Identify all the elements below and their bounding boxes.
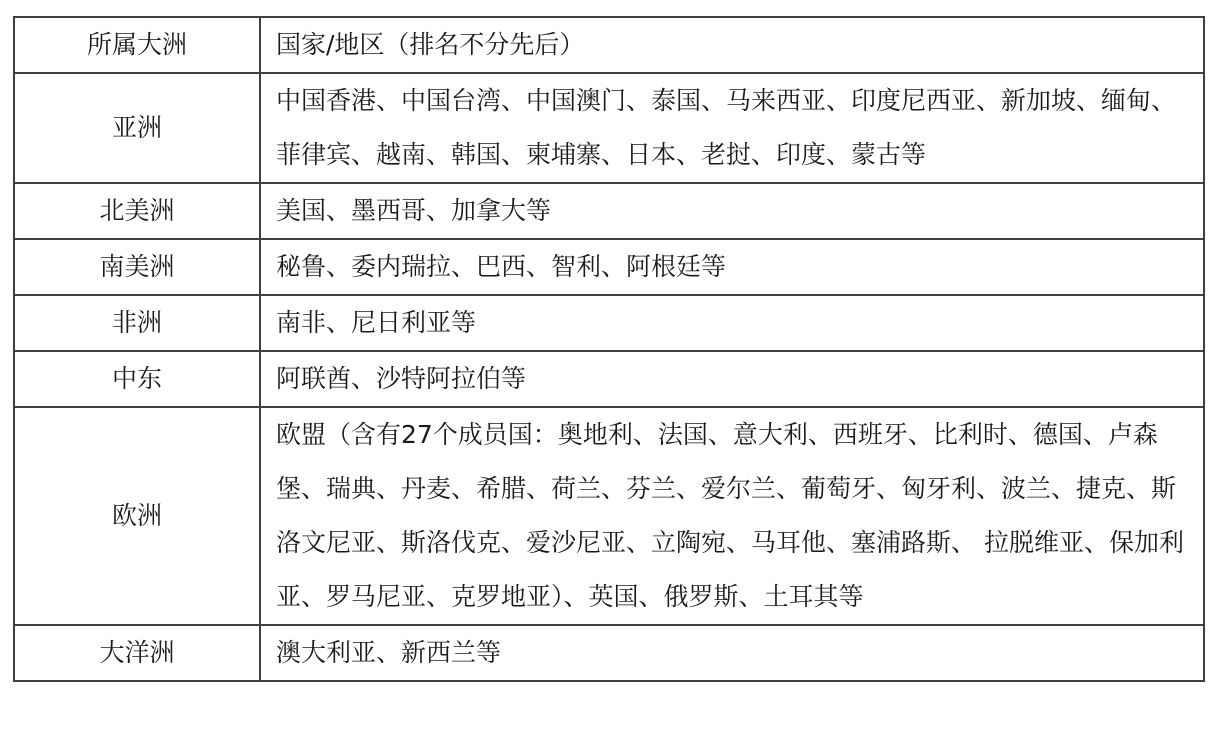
region-cell: 中东 xyxy=(14,351,260,407)
region-cell: 亚洲 xyxy=(14,73,260,183)
table-header-row xyxy=(14,17,1204,73)
countries-cell: 南非、尼日利亚等 xyxy=(260,295,1204,351)
region-cell: 欧洲 xyxy=(14,407,260,625)
table-row-south-america xyxy=(14,239,1204,295)
countries-cell: 秘鲁、委内瑞拉、巴西、智利、阿根廷等 xyxy=(260,239,1204,295)
countries-cell: 中国香港、中国台湾、中国澳门、泰国、马来西亚、印度尼西亚、新加坡、缅甸、菲律宾、越南、韩国、柬埔寨、日本、老挝、印度、蒙古等 xyxy=(260,73,1204,183)
table-row-middle-east xyxy=(14,351,1204,407)
region-cell: 大洋洲 xyxy=(14,625,260,681)
table-row-north-america xyxy=(14,183,1204,239)
countries-cell: 阿联酋、沙特阿拉伯等 xyxy=(260,351,1204,407)
region-cell: 非洲 xyxy=(14,295,260,351)
region-cell: 北美洲 xyxy=(14,183,260,239)
region-country-table xyxy=(13,16,1205,682)
header-countries-cell: 国家/地区（排名不分先后） xyxy=(260,17,1204,73)
table-row-asia xyxy=(14,73,1204,183)
table-row-europe xyxy=(14,407,1204,625)
countries-cell: 美国、墨西哥、加拿大等 xyxy=(260,183,1204,239)
table-row-africa xyxy=(14,295,1204,351)
countries-cell: 澳大利亚、新西兰等 xyxy=(260,625,1204,681)
table-row-oceania xyxy=(14,625,1204,681)
region-cell: 南美洲 xyxy=(14,239,260,295)
countries-cell: 欧盟（含有27个成员国：奥地利、法国、意大利、西班牙、比利时、德国、卢森堡、瑞典、丹麦、希腊、荷兰、芬兰、爱尔兰、葡萄牙、匈牙利、波兰、捷克、斯洛文尼亚、斯洛伐克、爱沙尼亚、立陶宛、马耳他、塞浦路斯、 拉脱维亚、保加利亚、罗马尼亚、克罗地亚）、英国、俄罗斯、土耳其等 xyxy=(260,407,1204,625)
header-region-cell: 所属大洲 xyxy=(14,17,260,73)
